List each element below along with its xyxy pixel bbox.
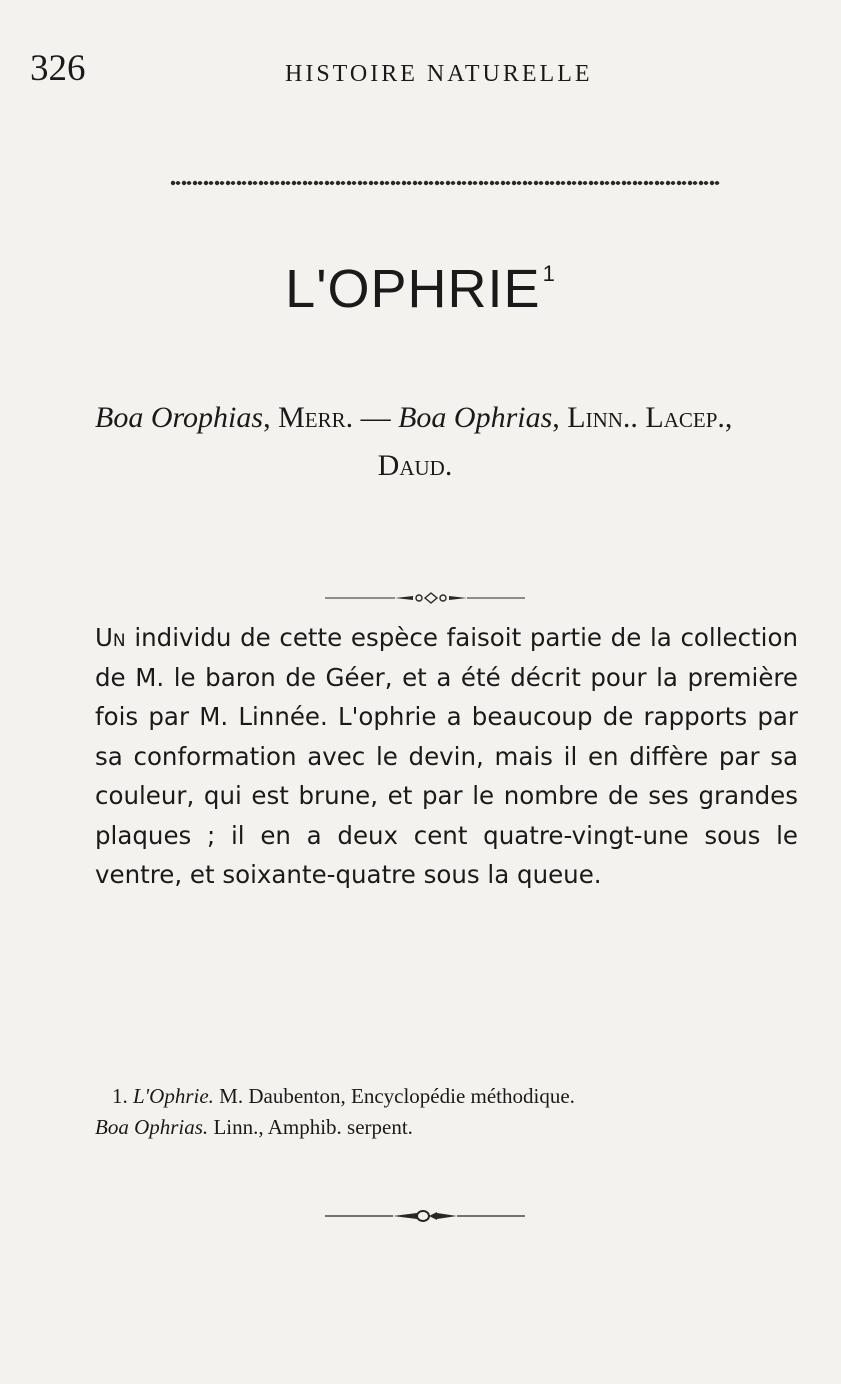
synonym-author-1: Merr. <box>278 401 354 434</box>
chapter-title-text: L'OPHRIE <box>285 259 541 319</box>
footnote <box>95 1081 798 1143</box>
footnote-line-1 <box>95 1081 798 1112</box>
running-head: HISTOIRE NATURELLE <box>285 61 593 87</box>
footnote-line-2 <box>95 1115 413 1139</box>
footnote-marker: 1 <box>542 261 556 286</box>
synonym-author-3: Daud. <box>377 449 453 482</box>
footnote-term-2: Boa Ophrias. <box>95 1115 209 1139</box>
chapter-title <box>0 259 841 319</box>
separator: , <box>552 401 568 434</box>
synonym-authors-2: Linn.. Lacep., <box>567 401 733 434</box>
synonym-name-1: Boa Orophias <box>95 401 264 434</box>
body-paragraph <box>95 618 798 895</box>
ornamental-rule-top <box>325 591 525 605</box>
footnote-text-2: Linn., Amphib. serpent. <box>208 1115 413 1139</box>
ornamental-rule-bottom <box>325 1209 525 1223</box>
initial-small-caps: Un <box>95 623 126 652</box>
footnote-number: 1. <box>112 1084 133 1108</box>
footnote-text: M. Daubenton, Encyclopédie méthodique. <box>213 1084 575 1108</box>
ornamental-band <box>170 178 720 188</box>
synonymy <box>95 394 795 490</box>
separator: , <box>263 401 279 434</box>
page-number: 326 <box>30 48 86 89</box>
synonym-name-2: Boa Ophrias <box>398 401 553 434</box>
dash-separator: — <box>353 401 399 434</box>
body-text: individu de cette espèce faisoit partie de la collection de M. le baron de Géer, et a été décrit pour la première fois par M. Linnée. L'ophrie a beaucoup de rapports par sa conformation avec le devin, mais il en diffère par sa couleur, qui est brune, et par le nombre de ses grandes plaques ; il en a deux cent quatre-vingt-une sous le ventre, et soixante-quatre sous la queue. <box>95 623 798 889</box>
footnote-term: L'Ophrie. <box>133 1084 214 1108</box>
